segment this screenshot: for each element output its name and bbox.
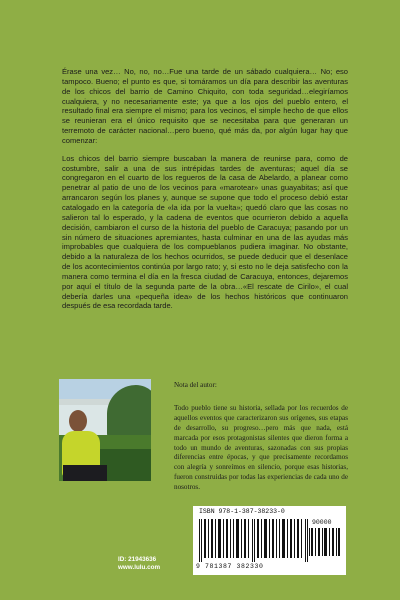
synopsis-paragraph-1: Érase una vez… No, no, no…Fue una tarde de un sábado cualquiera… No; eso tampoco. Bueno; el punto es que, si tomáramos un día para describir las aventuras de los chicos del barrio de Camino Chiquito, con toda seguridad…elegiríamos cualquiera, y no necesariamente este; ya que a los ojos del pueblo entero, el resultado final era siempre el mismo; para los vecinos, el simple hecho de que ellos se reunieran era el único requisito que se necesitaba para que generaran un terremoto de carácter nacional…pero bueno, qué más da, por algún lugar hay que comenzar:: [62, 67, 348, 145]
publisher-id: ID: 21943636: [118, 556, 157, 563]
author-note: [174, 381, 348, 493]
author-photo: [59, 379, 151, 481]
ean-barcode-bars: [199, 519, 309, 562]
barcode-digits: 9 781387 382330: [196, 563, 264, 570]
synopsis-paragraph-2: Los chicos del barrio siempre buscaban la manera de reunirse para, como de costumbre, salir a una de sus intrépidas tardes de aventuras; aquel día se congregaron en el cuarto de los regueros de la casa de Abelardo, a planear como penetrar al patio de uno de los vecinos para «marotear» unas guayabitas; así que arrancaron según los planes y, aunque se supone que todo el proceso debió estar catalogado en la categoría de «la ida por la vuelta»; quedó claro que las cosas no salieron tal lo esperado, y la cadena de eventos que ocurrieron debido a aquella decisión, cambiaron el curso de la historia del pueblo de Caracuya; pasando por un sin número de situaciones apremiantes, hasta culminar en una de las ayudas más improbables que cualquiera de los compueblanos pudiera imaginar. No obstante, debido a la naturaleza de los hechos ocurridos, se puede deducir que el desenlace de los acontecimientos continúa por largo rato; y, si esto no le deja satisfecho con la manera como termina el día en la fresca ciudad de Caracuya, entonces, dejaremos por aquí el título de la segunda parte de la obra…«El rescate de Cirilo», el cual debería darles una «pequeña idea» de los hechos históricos que continuaron después de esa recordada tarde.: [62, 153, 348, 311]
isbn-label: ISBN 978-1-387-38233-0: [199, 508, 285, 515]
price-code: 90000: [312, 519, 332, 526]
barcode: [193, 506, 346, 575]
price-barcode-bars: [309, 528, 340, 556]
author-note-title: Nota del autor:: [174, 381, 217, 389]
author-note-body: Todo pueblo tiene su historia, sellada por los recuerdos de aquellos eventos que caracterizaron sus orígenes, sus etapas de desarrollo, su progreso…pero más que nada, está marcada por esos protagonistas silentes que dieron forma a todo un mundo de aventuras, sazonadas con sus propias diferencias entre épocas, y que precisamente recordamos con alegría y sonreímos en silencio, porque esas historias, fueron construidas por todas las experiencias de cada uno de nosotros.: [174, 403, 348, 492]
publisher-site: www.lulu.com: [118, 564, 161, 571]
synopsis: [62, 67, 348, 319]
publisher-info: [118, 556, 160, 572]
